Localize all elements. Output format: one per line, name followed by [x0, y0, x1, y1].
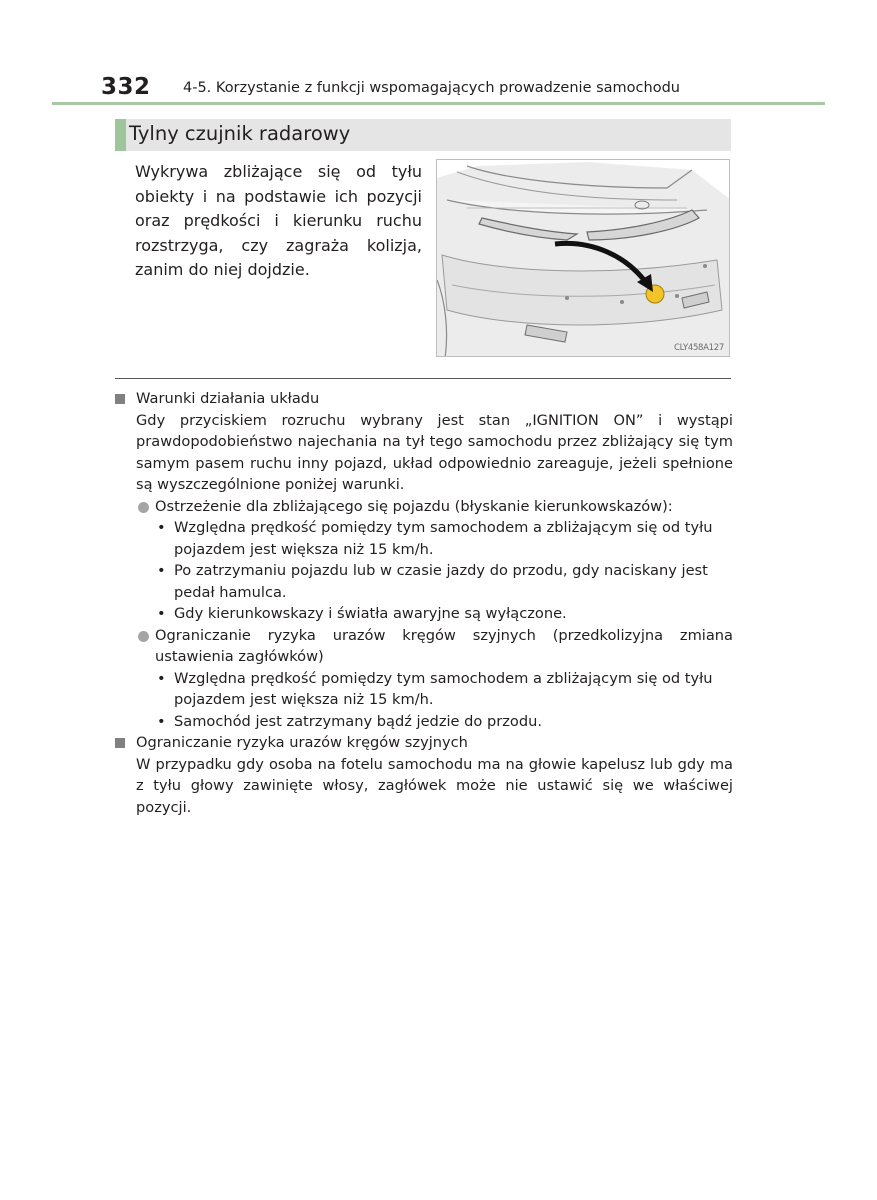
- square-bullet-icon: [115, 738, 125, 748]
- warning-group-label: Ostrzeżenie dla zbliżającego się pojazdu (błyskanie kierunkowskazów):: [155, 497, 673, 515]
- list-item: [113, 711, 733, 733]
- car-rear-drawing: [437, 160, 730, 357]
- bullet-icon: •: [157, 669, 166, 687]
- chapter-title: 4-5. Korzystanie z funkcji wspomagających prowadzenie samochodu: [183, 80, 680, 96]
- square-bullet-icon: [115, 394, 125, 404]
- section-title-band: [115, 119, 731, 151]
- bullet-icon: •: [157, 605, 166, 622]
- conditions-heading-block: [113, 388, 733, 410]
- rear-radar-sensor-illustration: [436, 159, 730, 357]
- list-item-text: Samochód jest zatrzymany bądź jedzie do przodu.: [174, 712, 542, 730]
- section-title: Tylny czujnik radarowy: [129, 122, 351, 145]
- bullet-icon: •: [157, 712, 166, 730]
- figure-code: CLY458A127: [674, 343, 724, 353]
- whiplash-heading-block: [113, 732, 733, 754]
- bullet-icon: •: [157, 519, 166, 536]
- header-divider: [52, 102, 825, 105]
- list-item: [113, 517, 733, 560]
- section-divider: [115, 378, 731, 379]
- circle-bullet-icon: [138, 502, 149, 513]
- whiplash-heading: Ograniczanie ryzyka urazów kręgów szyjnych: [136, 734, 468, 751]
- circle-bullet-icon: [138, 631, 149, 642]
- list-item: [113, 668, 733, 711]
- list-item-text: Po zatrzymaniu pojazdu lub w czasie jazdy do przodu, gdy naciskany jest pedał hamulca.: [174, 562, 708, 601]
- headrest-group: [113, 625, 733, 668]
- page-number: 332: [101, 74, 151, 100]
- list-item-text: Gdy kierunkowskazy i światła awaryjne są wyłączone.: [174, 605, 567, 622]
- list-item: [113, 560, 733, 603]
- list-item-text: Względna prędkość pomiędzy tym samochodem a zbliżającym się od tyłu pojazdem jest większa niż 15 km/h.: [174, 519, 713, 558]
- conditions-heading: Warunki działania układu: [136, 390, 320, 407]
- headrest-group-label: Ograniczanie ryzyka urazów kręgów szyjnych (przedkolizyjna zmiana ustawienia zagłówków): [155, 626, 733, 665]
- list-item-text: Względna prędkość pomiędzy tym samochodem a zbliżającym się od tyłu pojazdem jest większa niż 15 km/h.: [174, 669, 713, 708]
- body-text: [113, 388, 733, 818]
- intro-paragraph: Wykrywa zbliżające się od tyłu obiekty i na podstawie ich pozycji oraz prędkości i kierunku ruchu rozstrzyga, czy zagraża kolizja, zanim do niej dojdzie.: [135, 162, 422, 280]
- warning-group: [113, 496, 733, 518]
- conditions-paragraph: Gdy przyciskiem rozruchu wybrany jest stan „IGNITION ON” i wystąpi prawdopodobieństwo najechania na tył tego samochodu przez zbliżający się tym samym pasem ruchu inny pojazd, układ odpowiednio zareaguje, jeżeli spełnione są wyszczególnione poniżej warunki.: [136, 411, 733, 493]
- page-header: [101, 72, 731, 104]
- list-item: [113, 603, 733, 625]
- bullet-icon: •: [157, 562, 166, 579]
- whiplash-paragraph: W przypadku gdy osoba na fotelu samochodu ma na głowie kapelusz lub gdy ma z tyłu głowy zawinięte włosy, zagłówek może nie ustawić się we właściwej pozycji.: [136, 755, 733, 816]
